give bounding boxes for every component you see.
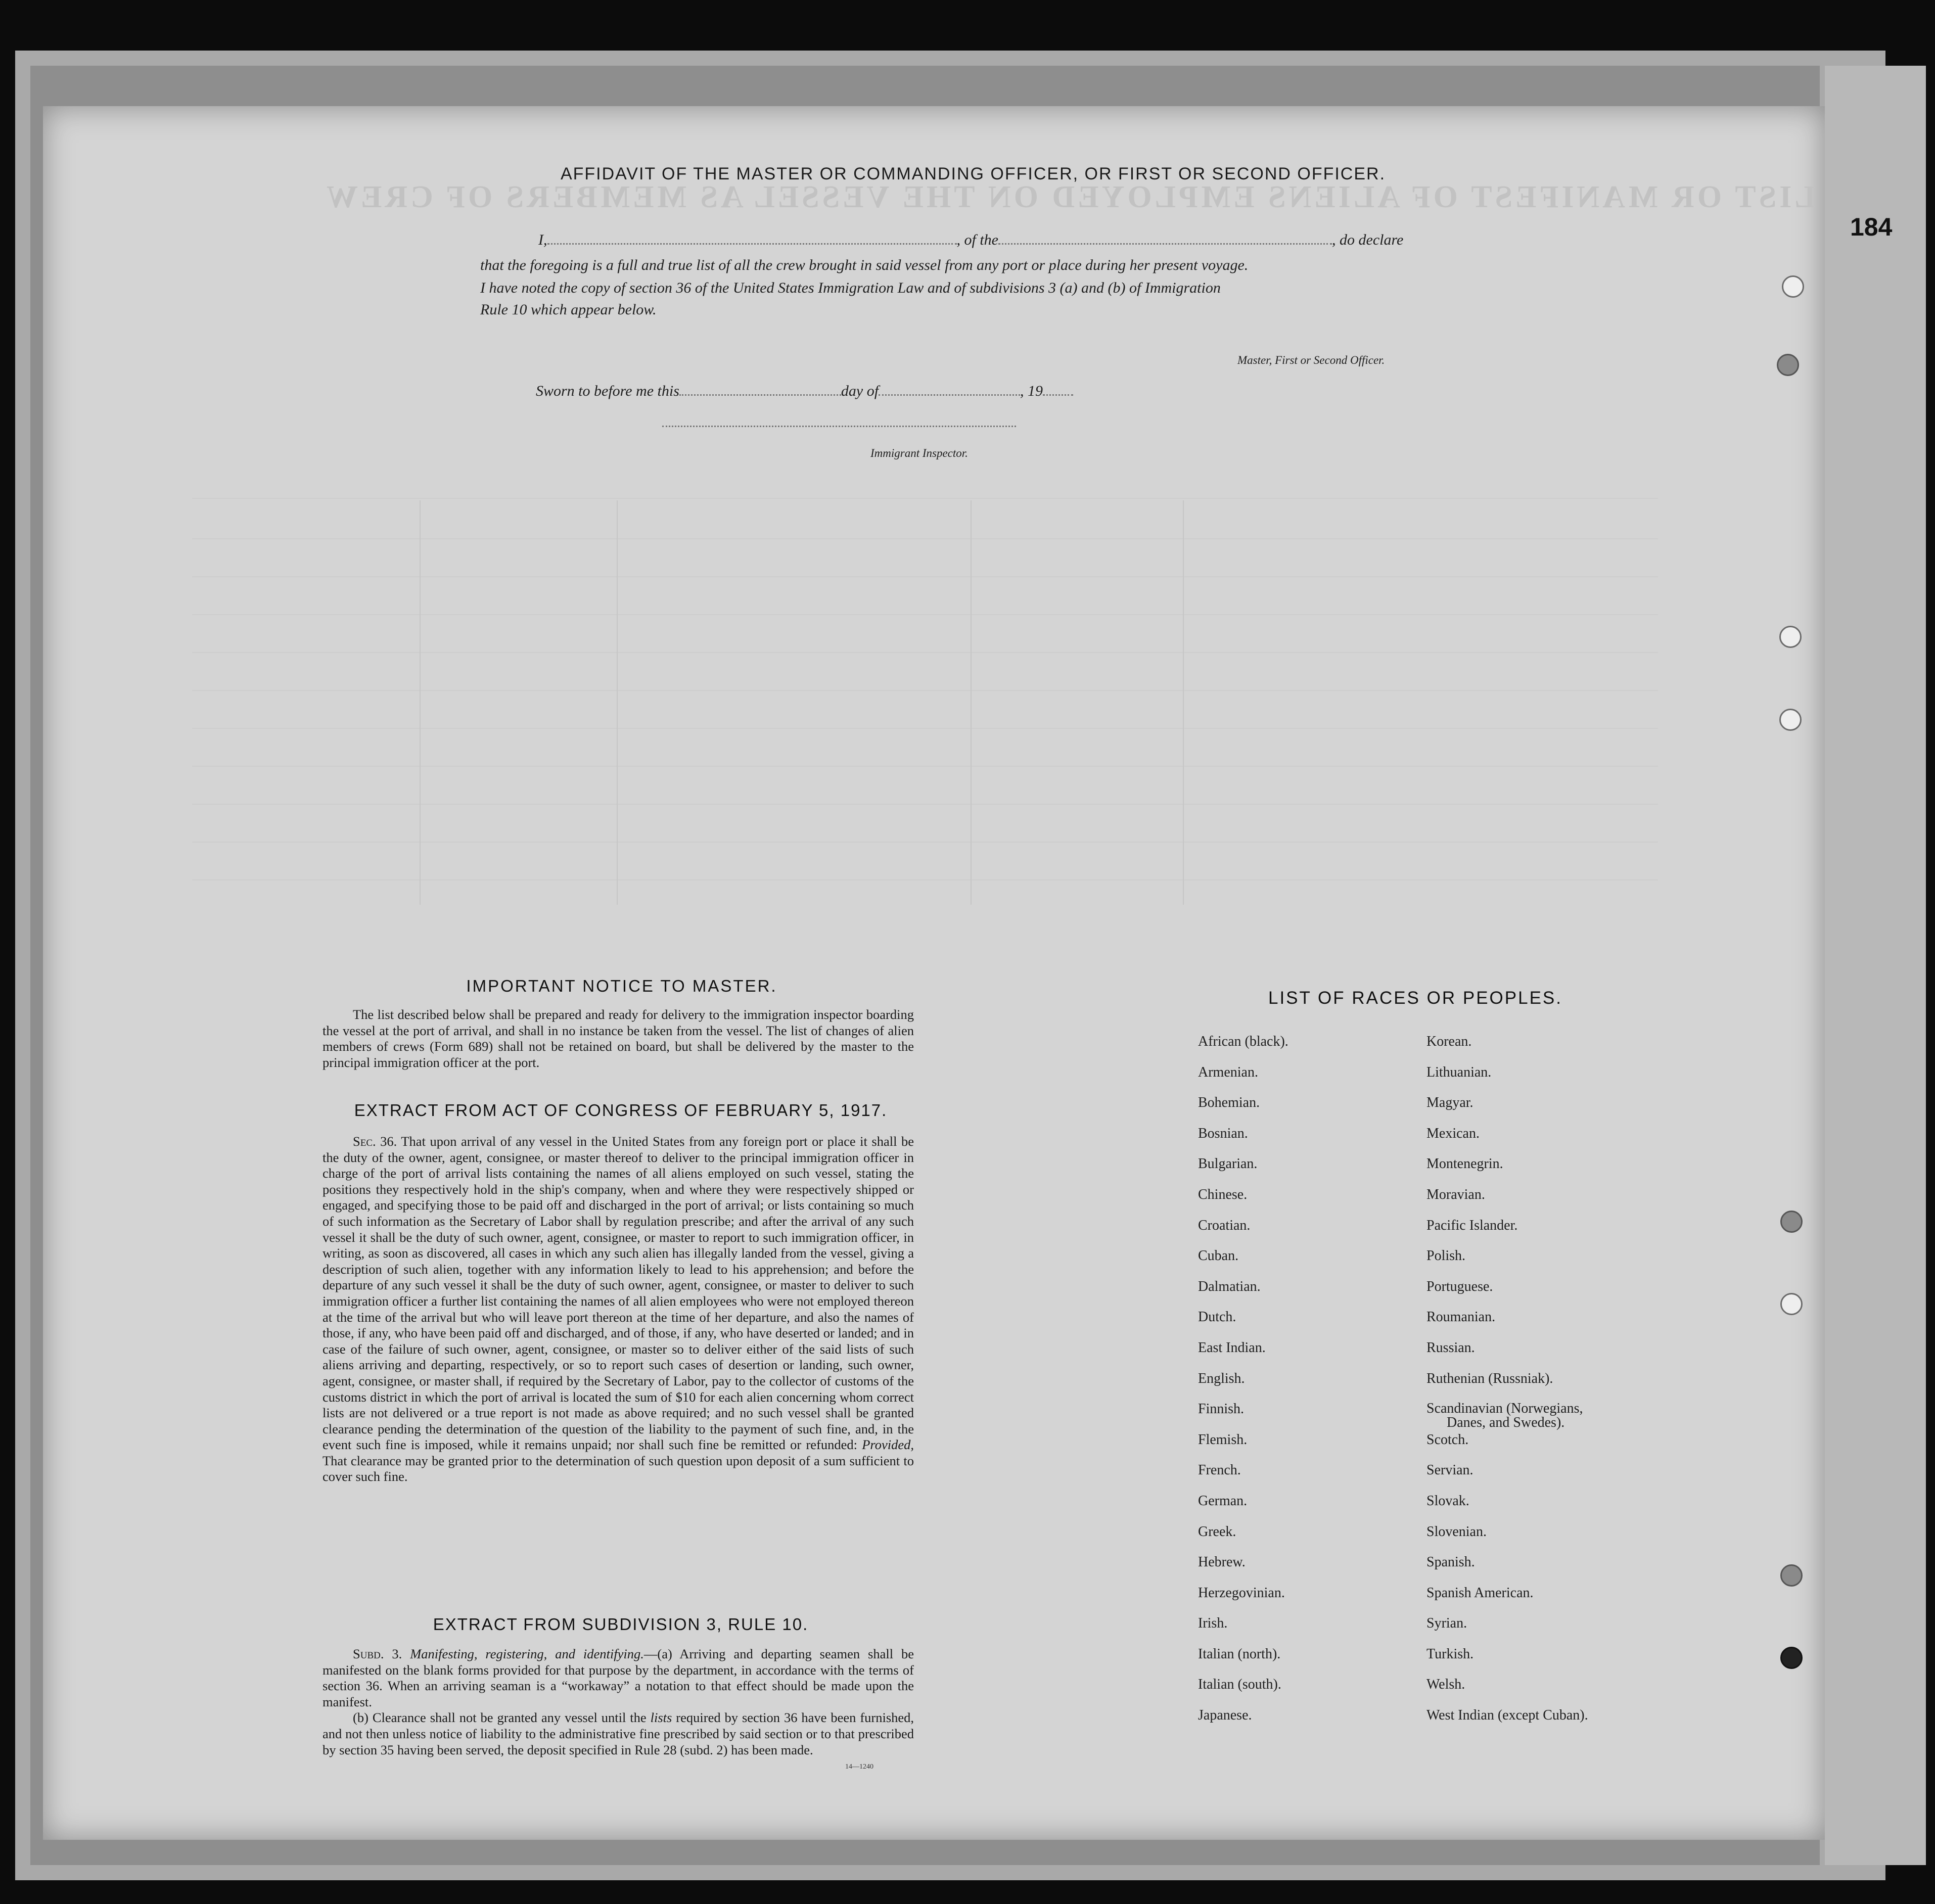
race-item: East Indian. — [1198, 1339, 1266, 1356]
vessel-name-field[interactable] — [998, 243, 1332, 245]
race-item: Scotch. — [1426, 1431, 1469, 1448]
bleed-through-rule — [617, 500, 618, 905]
binder-hole — [1780, 1647, 1803, 1669]
bleed-through-rule — [192, 728, 1658, 729]
binder-hole — [1780, 1293, 1803, 1315]
bleed-through-rule — [192, 498, 1658, 499]
race-item: Spanish. — [1426, 1554, 1475, 1570]
binder-hole — [1779, 626, 1802, 648]
bleed-through-text: LIST OR MANIFEST OF ALIENS EMPLOYED ON THE VESSEL AS MEMBERS OF CREW — [324, 180, 1816, 214]
bleed-through-rule — [192, 690, 1658, 691]
extract-act-text-block — [322, 1134, 914, 1485]
race-item: Pacific Islander. — [1426, 1217, 1518, 1233]
notice-text: The list described below shall be prepared and ready for delivery to the immigration inspector boarding the vessel at the port of arrival, and shall in no instance be taken from the vessel. The list of changes of alien members of crews (Form 689) shall not be retained on board, but shall be delivered by the master to the principal immigration officer at the port. — [322, 1007, 914, 1070]
race-item: Flemish. — [1198, 1431, 1248, 1448]
affidavit-i-prefix: I, — [538, 231, 547, 248]
race-item: Korean. — [1426, 1034, 1472, 1049]
race-item: Bulgarian. — [1198, 1156, 1258, 1172]
race-item: German. — [1198, 1493, 1248, 1509]
bleed-through-rule — [192, 652, 1658, 653]
extract-act-title: EXTRACT FROM ACT OF CONGRESS OF FEBRUARY 5, 1917. — [354, 1101, 888, 1120]
affidavit-line-4: Rule 10 which appear below. — [480, 301, 657, 318]
officer-name-field[interactable] — [547, 243, 957, 245]
sworn-line — [536, 383, 1073, 400]
affidavit-line-3: I have noted the copy of section 36 of the United States Immigration Law and of subdivisions 3 (a) and (b) of Immigration — [480, 280, 1221, 296]
race-item: Lithuanian. — [1426, 1064, 1492, 1080]
race-item: Dalmatian. — [1198, 1278, 1261, 1294]
race-item: Servian. — [1426, 1462, 1473, 1478]
race-item: Dutch. — [1198, 1309, 1236, 1325]
race-item: West Indian (except Cuban). — [1426, 1707, 1588, 1724]
race-item: Japanese. — [1198, 1707, 1252, 1724]
bleed-through-rule — [420, 500, 421, 905]
bleed-through-rule — [192, 842, 1658, 843]
race-item: Herzegovinian. — [1198, 1585, 1285, 1601]
sworn-year-suffix: , 19 — [1020, 383, 1043, 399]
race-item: Italian (north). — [1198, 1646, 1281, 1662]
bleed-through-rule — [192, 576, 1658, 577]
sec-label: Sec. 36. — [353, 1134, 397, 1149]
affidavit-do-declare: , do declare — [1332, 231, 1404, 248]
sworn-month-field[interactable] — [879, 394, 1020, 396]
race-item: Welsh. — [1426, 1677, 1465, 1693]
race-item: Portuguese. — [1426, 1278, 1493, 1294]
subd-heading: Manifesting, registering, and identifying. — [410, 1646, 644, 1661]
bleed-through-rule — [192, 804, 1658, 805]
form-number: 14—1240 — [845, 1763, 873, 1771]
subd-b-label: (b) — [353, 1710, 368, 1726]
subd-a-label: —(a) — [643, 1646, 672, 1661]
sworn-day-field[interactable] — [679, 394, 841, 396]
race-item: African (black). — [1198, 1034, 1288, 1049]
race-item: Roumanian. — [1426, 1309, 1496, 1325]
extract-rule-title: EXTRACT FROM SUBDIVISION 3, RULE 10. — [433, 1615, 809, 1634]
bleed-through-rule — [192, 879, 1658, 880]
race-item: Italian (south). — [1198, 1677, 1281, 1693]
race-item: Montenegrin. — [1426, 1156, 1503, 1172]
binder-hole — [1779, 709, 1802, 731]
inspector-signature-label: Immigrant Inspector. — [870, 447, 968, 459]
subd-b-text-1: Clearance shall not be granted any vessel until the — [372, 1710, 647, 1726]
race-item: Magyar. — [1426, 1095, 1473, 1111]
race-item: Hebrew. — [1198, 1554, 1246, 1570]
notice-text-block — [322, 1007, 914, 1071]
binder-hole — [1780, 1211, 1803, 1233]
race-item: Chinese. — [1198, 1186, 1248, 1202]
race-item — [1426, 1402, 1588, 1432]
bleed-through-rule — [192, 614, 1658, 615]
subd-label: Subd. 3. — [353, 1646, 402, 1661]
race-item: Spanish American. — [1426, 1585, 1534, 1601]
race-item: Croatian. — [1198, 1217, 1251, 1233]
race-item: Greek. — [1198, 1523, 1236, 1540]
bleed-through-rule — [192, 538, 1658, 539]
races-left-column — [1198, 1034, 1288, 1739]
race-item: Finnish. — [1198, 1401, 1245, 1417]
master-signature-label: Master, First or Second Officer. — [1237, 354, 1385, 366]
binder-hole — [1780, 1564, 1803, 1587]
extract-rule-text-block — [322, 1646, 914, 1758]
affidavit-declaration-line — [538, 231, 1403, 249]
sworn-year-field[interactable] — [1043, 394, 1073, 396]
race-item: French. — [1198, 1462, 1241, 1478]
page-edge-strip — [1825, 66, 1926, 1865]
race-item: Slovak. — [1426, 1493, 1469, 1509]
affidavit-line-2: that the foregoing is a full and true list of all the crew brought in said vessel from any port or place during her present voyage. — [480, 257, 1249, 273]
race-item: Russian. — [1426, 1339, 1475, 1356]
page-number: 184 — [1850, 213, 1893, 241]
subd-b-text-2: required by section 36 have been furnished, and not then unless notice of liability to the administrative fine prescribed by said section or to that prescribed by section 35 having been served, the deposit specified in Rule 28 (subd. 2) has been made. — [322, 1710, 914, 1757]
affidavit-title: AFFIDAVIT OF THE MASTER OR COMMANDING OFFICER, OR FIRST OR SECOND OFFICER. — [560, 164, 1386, 183]
race-item: Syrian. — [1426, 1615, 1467, 1632]
affidavit-of-the: , of the — [956, 231, 998, 248]
bleed-through-rule — [1183, 500, 1184, 905]
race-item: Cuban. — [1198, 1248, 1239, 1264]
race-item-line: Scandinavian (Norwegians, — [1426, 1401, 1583, 1417]
races-title: LIST OF RACES OR PEOPLES. — [1268, 988, 1562, 1008]
sworn-prefix: Sworn to before me this — [536, 383, 679, 399]
extract-act-text-1: That upon arrival of any vessel in the United States from any foreign port or place it shall be the duty of the owner, agent, consignee, or master thereof to deliver to the principal immigration officer in charge of the port of arrival lists containing the names of all aliens employed on such vessel, stating the positions they respectively hold in the ship's company, when and where they were respectively shipped or engaged, and specifying those to be paid off and discharged in the port of arrival; or lists containing so much of such information as the Secretary of Labor shall by regulation prescribe; and after the arrival of any such vessel it shall be the duty of such owner, agent, consignee, or master to report to such immigration officer, in writing, as soon as discovered, all cases in which any such alien has illegally landed from the vessel, giving a description of such alien, together with any information likely to lead to his apprehension; and before the departure of any such vessel it shall be the duty of such owner, agent, consignee, or master to deliver to such immigration officer a further list containing the names of all alien employees who were not employed thereon at the time of the arrival but who will leave port thereon at the time of her departure, and also the names of those, if any, who have been paid off and discharged, and of those, if any, who have deserted or landed; and in case of the failure of such owner, agent, consignee, or master so to deliver either of the said lists of such aliens arriving and departing, respectively, or so to report such cases of desertion or landing, such owner, agent, consignee, or master shall, if required by the Secretary of Labor, pay to the collector of customs of the customs district in which the port of arrival is located the sum of $10 for each alien concerning whom correct lists are not delivered or a true report is not made as above required; and no such vessel shall be granted clearance pending the determination of the question of the liability to the payment of such fine, and, in the event such fine is imposed, while it remains unpaid; nor shall such fine be remitted or refunded: — [322, 1134, 914, 1453]
race-item: English. — [1198, 1370, 1245, 1386]
extract-act-text-2: That clearance may be granted prior to the determination of such question upon deposit of a sum sufficient to cover such fine. — [322, 1453, 914, 1484]
inspector-signature-field[interactable] — [662, 426, 1016, 427]
race-item: Irish. — [1198, 1615, 1228, 1632]
race-item: Mexican. — [1426, 1125, 1480, 1141]
race-item: Bosnian. — [1198, 1125, 1248, 1141]
race-item-line: Danes, and Swedes). — [1447, 1415, 1565, 1431]
provided-word: Provided, — [862, 1437, 914, 1453]
bleed-through-rule — [192, 766, 1658, 767]
race-item: Armenian. — [1198, 1064, 1258, 1080]
sworn-day-of: day of — [841, 383, 879, 399]
race-item: Bohemian. — [1198, 1095, 1260, 1111]
binder-hole — [1777, 354, 1799, 376]
subd-a-text: Arriving and departing seamen shall be manifested on the blank forms provided for that purpose by the department, in accordance with the terms of section 36. When an arriving seaman is a “workaway” a notation to that effect should be made upon the manifest. — [322, 1646, 914, 1709]
race-item: Ruthenian (Russniak). — [1426, 1370, 1553, 1386]
races-right-column — [1426, 1034, 1588, 1739]
race-item: Turkish. — [1426, 1646, 1474, 1662]
subd-b-lists: lists — [650, 1710, 672, 1726]
binder-hole — [1782, 275, 1804, 298]
race-item: Moravian. — [1426, 1186, 1485, 1202]
bleed-through-rule — [971, 500, 972, 905]
race-item: Slovenian. — [1426, 1523, 1487, 1540]
notice-title: IMPORTANT NOTICE TO MASTER. — [466, 977, 777, 995]
race-item: Polish. — [1426, 1248, 1466, 1264]
